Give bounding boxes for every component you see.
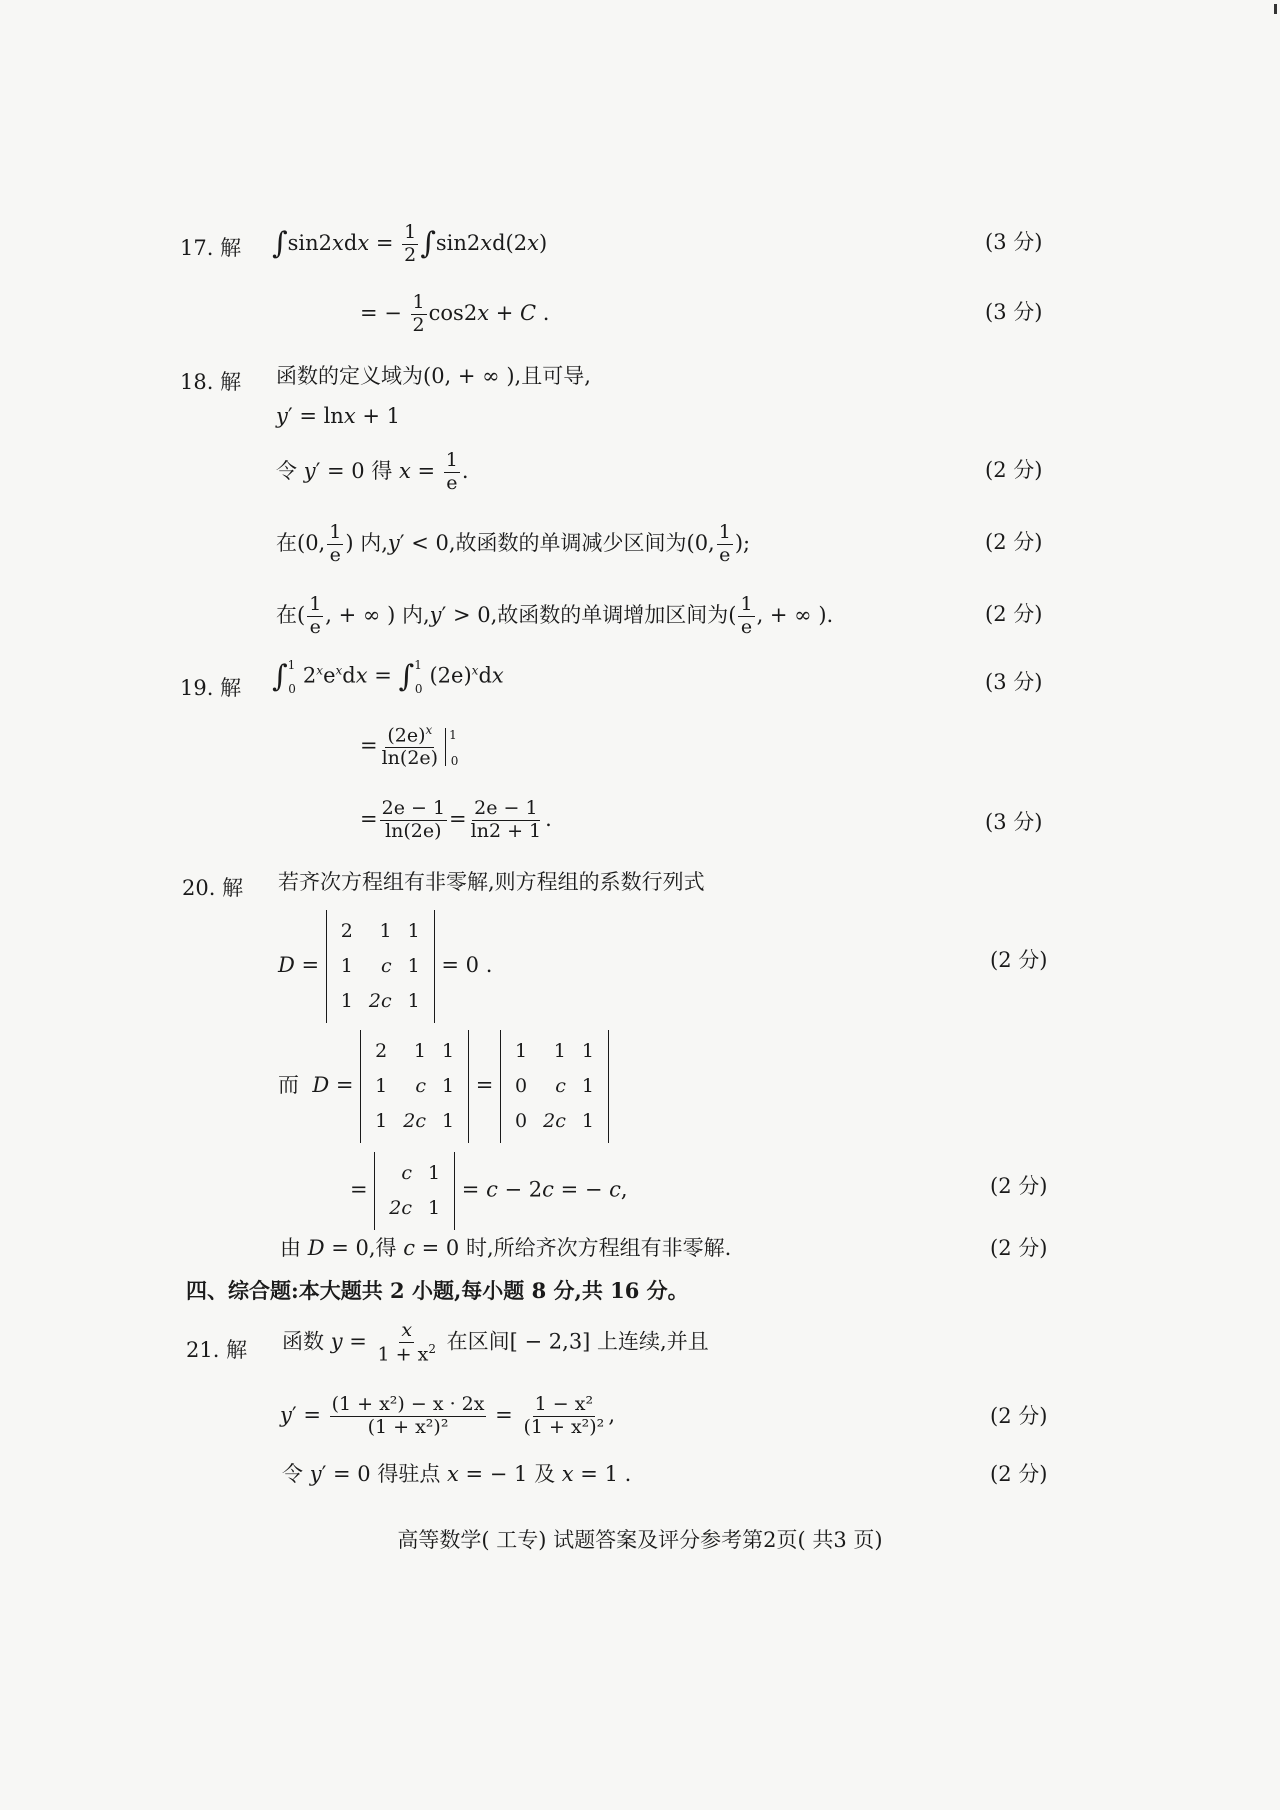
fraction-one-over-e: $\frac{1}{e}$: [718, 521, 731, 566]
fraction-one-over-e: $\frac{1}{e}$: [329, 521, 342, 566]
determinant-reduced: [500, 1030, 609, 1143]
p20-line-2: D = 2 1 1 1 c 1 1 2c 1 = 0 .: [278, 910, 492, 1023]
fraction-one-over-e: $\frac{1}{e}$: [309, 593, 322, 638]
fraction-x-over-1-plus-x2: $\frac{x}{1 + x^2}$: [377, 1319, 436, 1366]
matrix-cell: 1: [581, 1075, 594, 1097]
matrix-row: [507, 1104, 602, 1139]
matrix-row: [333, 984, 428, 1019]
p20-score-3: (2 分): [990, 1236, 1048, 1260]
matrix-row: [381, 1191, 448, 1226]
evaluation-bar: [445, 728, 446, 766]
matrix-cell: c: [401, 1162, 413, 1184]
matrix-cell: 2c: [543, 1110, 566, 1132]
p18-score-2: (2 分): [985, 530, 1043, 554]
definite-integral-sign: ∫: [272, 659, 288, 694]
matrix-cell: c: [415, 1075, 426, 1097]
matrix-cell: c: [380, 955, 392, 977]
problem-19-number: 19. 解: [180, 676, 242, 700]
p19-score-1: (3 分): [985, 670, 1043, 694]
integral-sign: ∫: [420, 226, 436, 262]
matrix-cell: 1: [581, 1110, 594, 1132]
scan-mark: [1274, 4, 1277, 14]
matrix-cell: 1: [340, 955, 353, 977]
p21-line-3: 令 y′ = 0 得驻点 x = − 1 及 x = 1 .: [282, 1462, 632, 1486]
problem-20-number: 20. 解: [182, 876, 244, 900]
p20-line-4: = c 1 2c 1 = c − 2c = − c,: [350, 1152, 628, 1230]
matrix-cell: 2: [340, 920, 353, 942]
matrix-cell: 0: [515, 1075, 528, 1097]
matrix-m4: [381, 1156, 448, 1226]
fraction-2e-pow-x: $\frac{(2e)^x}{\ln(2e)}$: [381, 723, 439, 770]
p20-line-3: 而 D = 2 1 1 1 c 1 1 2c 1 = 1 1 1 0 c 1 0 2c 1: [278, 1030, 609, 1143]
matrix-row: [333, 914, 428, 949]
matrix-cell: 1: [581, 1040, 594, 1062]
p18-score-3: (2 分): [985, 602, 1043, 626]
p17-line-2: = − $\frac{1}{2}$ cos2x + C .: [360, 291, 550, 336]
matrix-row: [507, 1069, 602, 1104]
matrix-cell: 0: [515, 1110, 528, 1132]
matrix-row: [507, 1034, 602, 1069]
fraction-half: $\frac{1}{2}$: [412, 291, 425, 336]
p19-line-3: = $\frac{2e - 1}{\ln(2e)}$ = $\frac{2e - 1}{\ln 2 + 1}$ .: [360, 797, 552, 842]
fraction-derivative: $\frac{\text{(1 + x²) − x · 2x}}{\text{(1 + x²)²}}$: [331, 1393, 485, 1438]
p17-score-1: (3 分): [985, 230, 1043, 254]
p20-line-5: 由 D = 0,得 c = 0 时,所给齐次方程组有非零解.: [280, 1236, 732, 1260]
p21-line-2: y′ = $\frac{\text{(1 + x²) − x · 2x}}{\text{(1 + x²)²}}$ = $\frac{\text{1 − x²}}{\text{(1 + x²)²}}$ ,: [280, 1393, 615, 1438]
matrix-row: [367, 1104, 462, 1139]
matrix-row: [367, 1034, 462, 1069]
p18-line-1: 函数的定义域为(0, + ∞ ),且可导,: [276, 364, 591, 388]
p20-line-1: 若齐次方程组有非零解,则方程组的系数行列式: [278, 870, 705, 894]
matrix-cell: 1: [407, 990, 420, 1012]
definite-integral-sign: ∫: [398, 659, 415, 694]
matrix-cell: 1: [428, 1197, 441, 1219]
fraction-result-1: $\frac{2e - 1}{\ln(2e)}$: [381, 797, 446, 842]
matrix-cell: 1: [340, 990, 353, 1012]
p19-score-2: (3 分): [985, 810, 1043, 834]
fraction-result-2: $\frac{2e - 1}{\ln 2 + 1}$: [470, 797, 542, 842]
p20-score-1: (2 分): [990, 948, 1048, 972]
matrix-cell: 2c: [368, 990, 392, 1012]
fraction-one-over-e: $\frac{1}{e}$: [445, 449, 458, 494]
matrix-row: [333, 949, 428, 984]
p18-line-4: 在(0, $\frac{1}{e}$ ) 内,y′ < 0,故函数的单调减少区间为(0, $\frac{1}{e}$ );: [276, 521, 751, 566]
matrix-cell: 1: [413, 1040, 426, 1062]
p19-line-2: = $\frac{(2e)^x}{\ln(2e)}$ $^1_0$: [360, 723, 459, 770]
matrix-cell: 1: [428, 1162, 441, 1184]
matrix-cell: c: [555, 1075, 566, 1097]
fraction-half: $\frac{1}{2}$: [404, 221, 417, 266]
matrix-cell: 1: [375, 1075, 388, 1097]
matrix-cell: 2: [375, 1040, 388, 1062]
matrix-cell: 1: [441, 1040, 455, 1062]
matrix-m1: [333, 914, 428, 1019]
fraction-derivative-simplified: $\frac{\text{1 − x²}}{\text{(1 + x²)²}}$: [523, 1393, 605, 1438]
determinant-d-repeat: [360, 1030, 469, 1143]
problem-17-number: 17. 解: [180, 236, 242, 260]
matrix-cell: 1: [407, 920, 420, 942]
p18-score-1: (2 分): [985, 458, 1043, 482]
matrix-cell: 1: [515, 1040, 528, 1062]
p17-score-2: (3 分): [985, 300, 1043, 324]
p20-score-2: (2 分): [990, 1174, 1048, 1198]
matrix-cell: 2c: [389, 1197, 413, 1219]
matrix-cell: 1: [379, 920, 392, 942]
p21-score-1: (2 分): [990, 1404, 1048, 1428]
fraction-one-over-e: $\frac{1}{e}$: [740, 593, 753, 638]
integral-sign: ∫: [272, 226, 288, 262]
matrix-m2: [367, 1034, 462, 1139]
matrix-cell: 1: [375, 1110, 388, 1132]
determinant-2x2: [374, 1152, 455, 1230]
determinant-d: [326, 910, 435, 1023]
matrix-m3: [507, 1034, 602, 1139]
matrix-cell: 1: [441, 1110, 455, 1132]
page-footer: 高等数学( 工专) 试题答案及评分参考第2页( 共3 页): [397, 1528, 883, 1552]
matrix-row: [381, 1156, 448, 1191]
matrix-cell: 1: [407, 955, 420, 977]
p18-line-3: 令 y′ = 0 得 x = $\frac{1}{e}$ .: [276, 449, 469, 494]
p18-line-5: 在( $\frac{1}{e}$ , + ∞ ) 内,y′ > 0,故函数的单调增加区间为( $\frac{1}{e}$ , + ∞ ).: [276, 593, 834, 638]
matrix-cell: 2c: [403, 1110, 426, 1132]
p21-line-1: 函数 y = $\frac{x}{1 + x^2}$ 在区间[ − 2,3] 上连续,并且: [282, 1319, 709, 1366]
p18-line-2: y′ = lnx + 1: [276, 404, 400, 428]
p19-line-1: $\int^1_02^xe^xdx = \int^1_0(2e)^xdx$: [272, 657, 504, 696]
problem-18-number: 18. 解: [180, 370, 242, 394]
matrix-cell: 1: [553, 1040, 566, 1062]
matrix-cell: 1: [441, 1075, 455, 1097]
matrix-row: [367, 1069, 462, 1104]
p21-score-2: (2 分): [990, 1462, 1048, 1486]
section-4-heading: 四、综合题:本大题共 2 小题,每小题 8 分,共 16 分。: [186, 1278, 689, 1303]
p17-line-1: ∫sin2xdx = $\frac{1}{2}$ ∫sin2xd(2x): [272, 221, 548, 266]
problem-21-number: 21. 解: [186, 1338, 248, 1362]
